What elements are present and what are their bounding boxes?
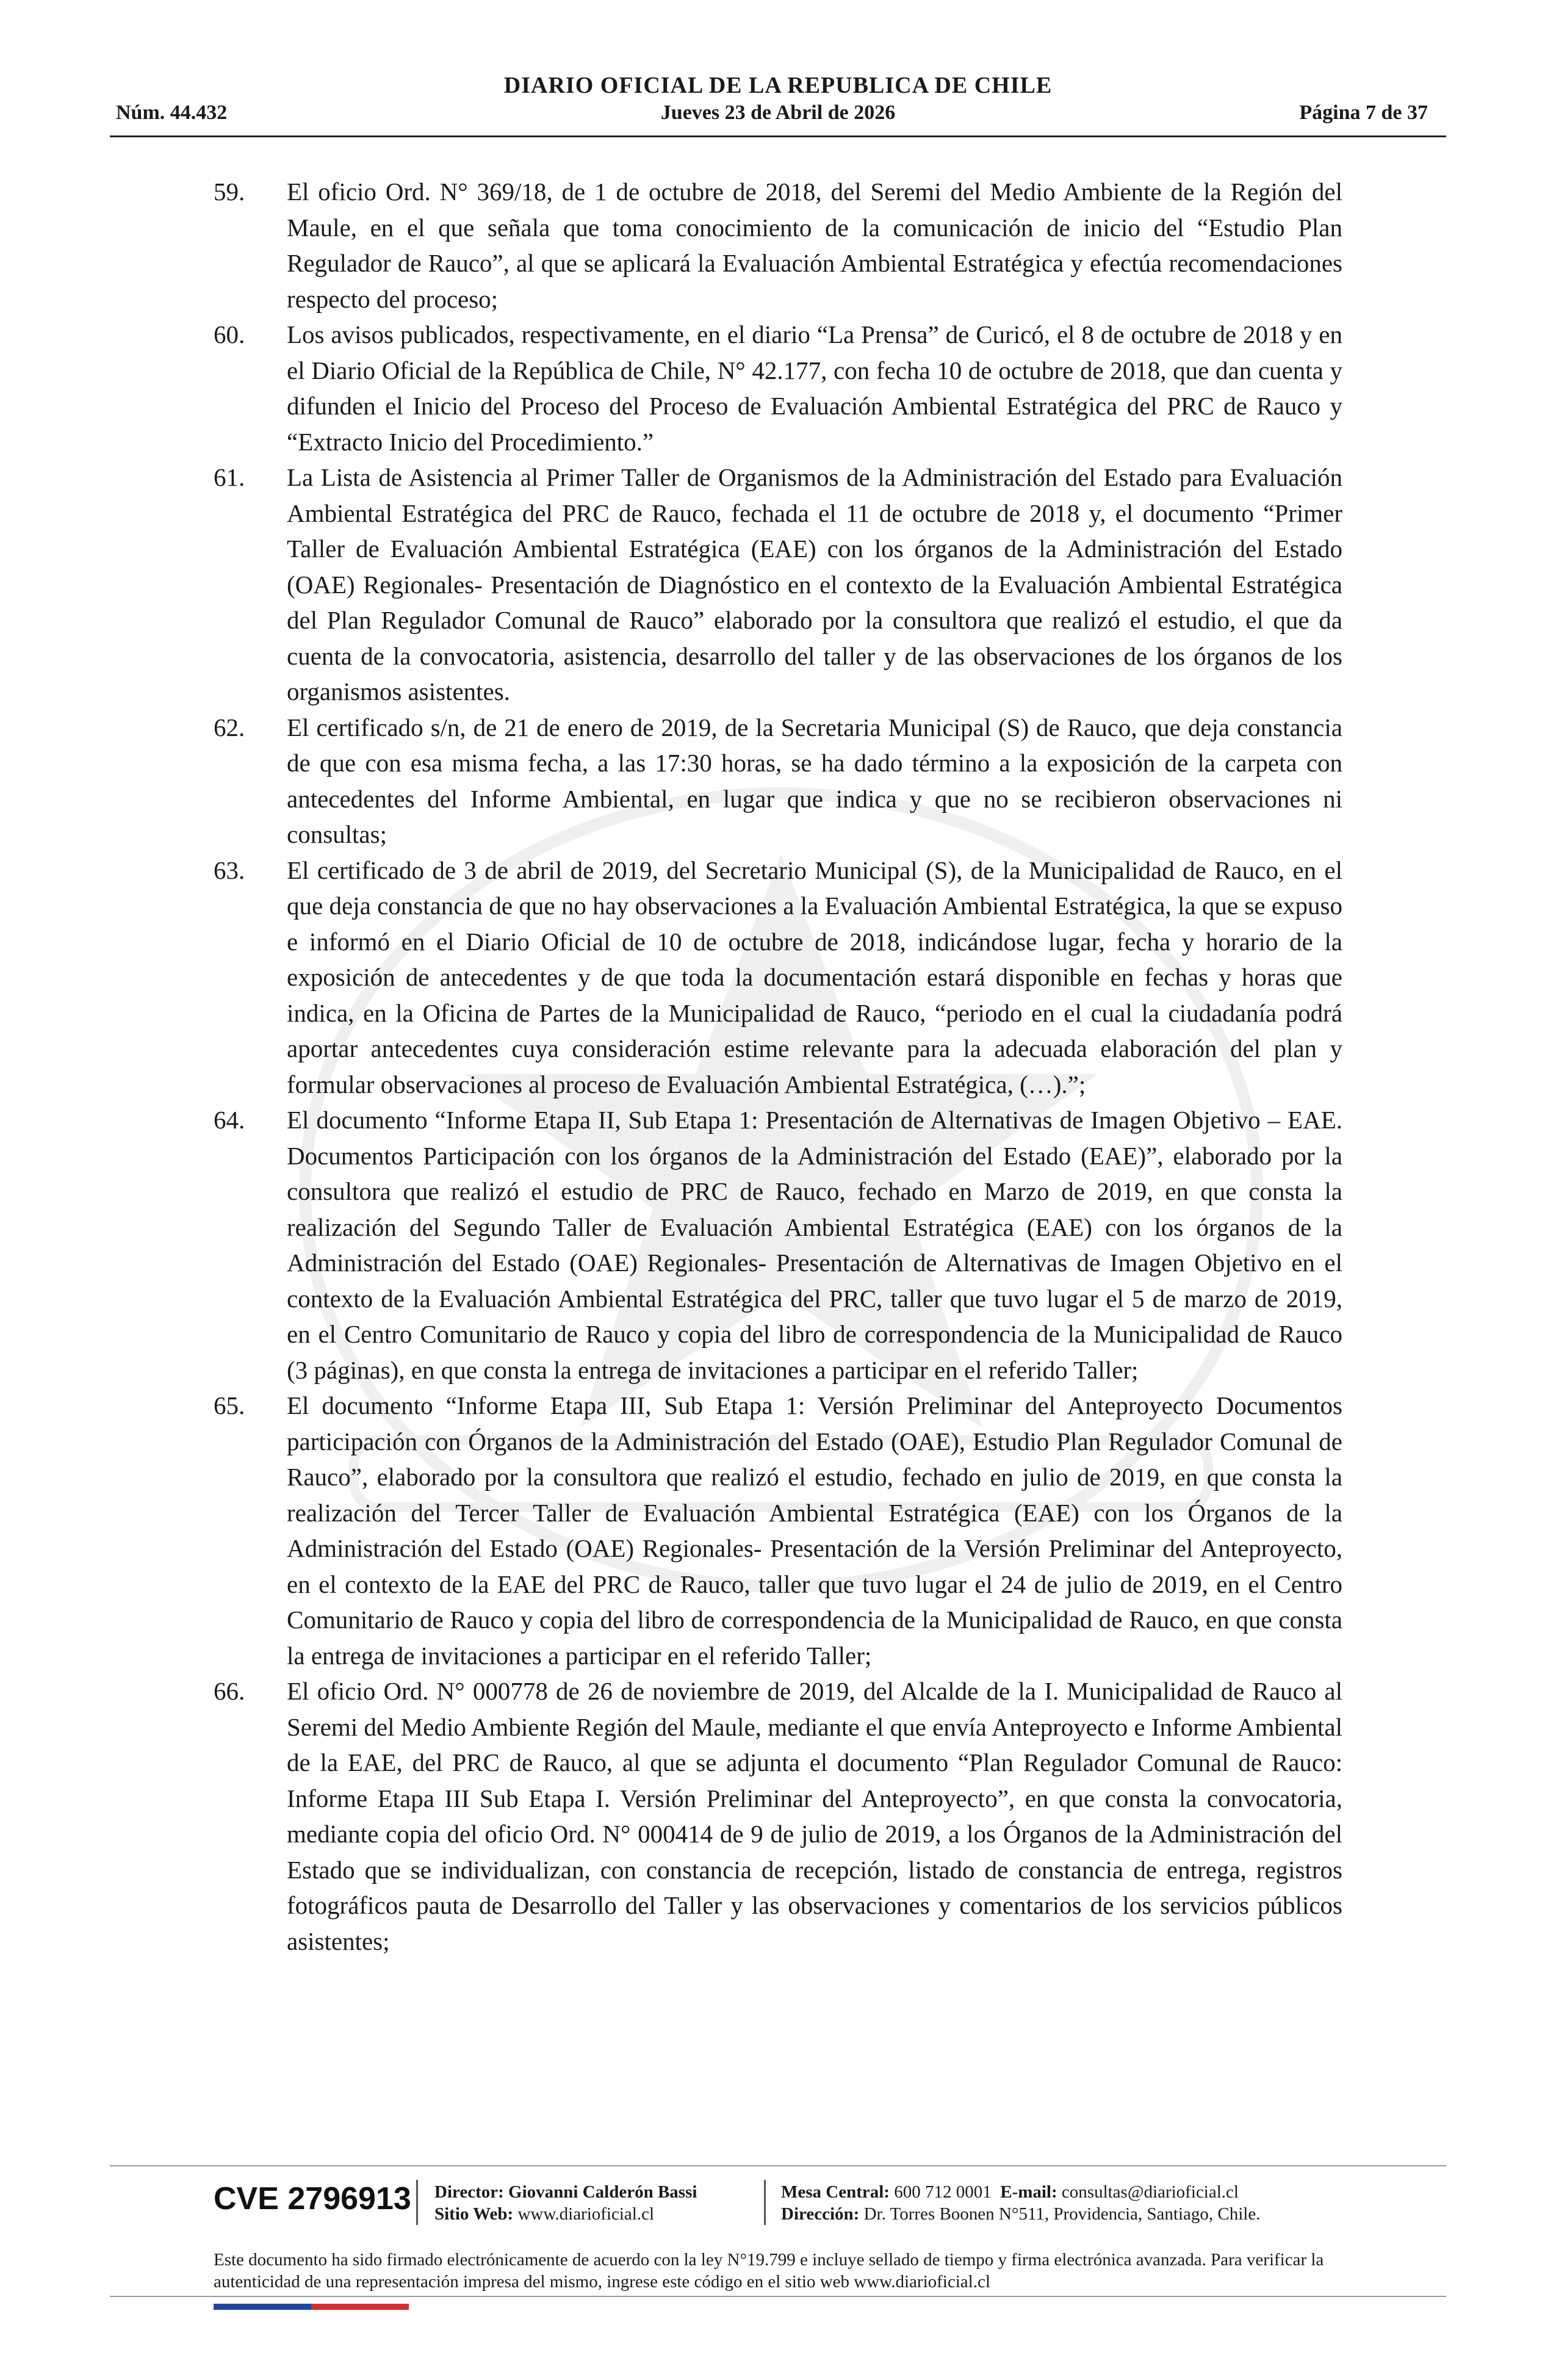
list-item xyxy=(0,174,1556,317)
website-label: Sitio Web: xyxy=(434,2204,514,2224)
item-text: La Lista de Asistencia al Primer Taller de Organismos de la Administración del Estado para Evaluación Ambiental Estratégica del PRC de Rauco, fechada el 11 de octubre de 2018 y, el documento “Primer Taller de Evaluación Ambiental Estratégica (EAE) con los órganos de la Administración del Estado (OAE) Regionales- Presentación de Diagnóstico en el contexto de la Evaluación Ambiental Estratégica del Plan Regulador Comunal de Rauco” elaborado por la consultora que realizó el estudio, el que da cuenta de la convocatoria, asistencia, desarrollo del taller y de las observaciones de los órganos de los organismos asistentes. xyxy=(287,463,1342,705)
item-number: 62. xyxy=(214,713,245,741)
item-number: 64. xyxy=(214,1106,245,1134)
header-divider xyxy=(110,135,1446,137)
item-text: El certificado s/n, de 21 de enero de 2019, de la Secretaria Municipal (S) de Rauco, que deja constancia de que con esa misma fecha, a las 17:30 horas, se ha dado término a la exposición de la carpeta con antecedentes del Informe Ambiental, en lugar que indica y que no se recibieron observaciones ni consultas; xyxy=(287,713,1342,848)
footer-separator xyxy=(764,2180,766,2225)
flag-bar-blue xyxy=(214,2304,311,2310)
flag-bar-red xyxy=(311,2304,409,2310)
footer-divider-bottom xyxy=(110,2296,1446,2297)
item-text: El documento “Informe Etapa II, Sub Etapa 1: Presentación de Alternativas de Imagen Objetivo – EAE. Documentos Participación con los órganos de la Administración del Estado (EAE)”, elaborado por la consultora que realizó el estudio de PRC de Rauco, fechado en Marzo de 2019, en que consta la realización del Segundo Taller de Evaluación Ambiental Estratégica (EAE) con los órganos de la Administración del Estado (OAE) Regionales- Presentación de Alternativas de Imagen Objetivo en el contexto de la Evaluación Ambiental Estratégica del PRC, taller que tuvo lugar el 5 de marzo de 2019, en el Centro Comunitario de Rauco y copia del libro de correspondencia de la Municipalidad de Rauco (3 páginas), en que consta la entrega de invitaciones a participar en el referido Taller; xyxy=(287,1106,1342,1384)
director-name: Giovanni Calderón Bassi xyxy=(508,2182,697,2202)
list-item xyxy=(0,317,1556,460)
issue-number: Núm. 44.432 xyxy=(116,101,228,124)
list-item xyxy=(0,853,1556,1103)
item-number: 63. xyxy=(214,856,245,884)
issue-date: Jueves 23 de Abril de 2026 xyxy=(660,101,896,124)
item-text: Los avisos publicados, respectivamente, en el diario “La Prensa” de Curicó, el 8 de octubre de 2018 y en el Diario Oficial de la República de Chile, N° 42.177, con fecha 10 de octubre de 2018, que dan cuenta y difunden el Inicio del Proceso del Proceso de Evaluación Ambiental Estratégica del PRC de Rauco y “Extracto Inicio del Procedimiento.” xyxy=(287,320,1342,456)
item-number: 60. xyxy=(214,320,245,348)
contact-line xyxy=(781,2181,1239,2203)
signature-note: Este documento ha sido firmado electrónicamente de acuerdo con la ley N°19.799 e incluye sellado de tiempo y firma electrónica avanzada. Para verificar la autenticidad de una representación impresa del mismo, ingrese este código en el sitio web www.diarioficial.cl xyxy=(214,2250,1324,2292)
director-label: Director: xyxy=(434,2182,504,2202)
item-list xyxy=(0,174,1556,1959)
address-line xyxy=(781,2203,1260,2225)
footer-separator xyxy=(416,2180,418,2225)
direccion-value: Dr. Torres Boonen N°511, Providencia, Santiago, Chile. xyxy=(863,2204,1261,2224)
item-number: 66. xyxy=(214,1677,245,1705)
mesa-label: Mesa Central: xyxy=(781,2182,890,2202)
item-number: 61. xyxy=(214,463,245,491)
item-number: 65. xyxy=(214,1391,245,1419)
direccion-label: Dirección: xyxy=(781,2204,860,2224)
footer-divider-top xyxy=(110,2165,1446,2166)
cve-code: CVE 2796913 xyxy=(214,2181,411,2216)
director-line xyxy=(434,2181,697,2203)
list-item xyxy=(0,1102,1556,1388)
item-text: El documento “Informe Etapa III, Sub Etapa 1: Versión Preliminar del Anteproyecto Documentos participación con Órganos de la Administración del Estado (OAE), Estudio Plan Regulador Comunal de Rauco”, elaborado por la consultora que realizó el estudio, fechado en julio de 2019, en que consta la realización del Tercer Taller de Evaluación Ambiental Estratégica (EAE) con los Órganos de la Administración del Estado (OAE) Regionales- Presentación de la Versión Preliminar del Anteproyecto, en el contexto de la EAE del PRC de Rauco, taller que tuvo lugar el 24 de julio de 2019, en el Centro Comunitario de Rauco y copia del libro de correspondencia de la Municipalidad de Rauco, en que consta la entrega de invitaciones a participar en el referido Taller; xyxy=(287,1391,1342,1670)
page-indicator: Página 7 de 37 xyxy=(1299,101,1428,124)
email-label: E-mail: xyxy=(1000,2182,1057,2202)
website-link[interactable]: www.diarioficial.cl xyxy=(517,2204,655,2224)
newspaper-title: DIARIO OFICIAL DE LA REPUBLICA DE CHILE xyxy=(503,73,1053,98)
item-number: 59. xyxy=(214,178,245,206)
item-text: El oficio Ord. N° 369/18, de 1 de octubre de 2018, del Seremi del Medio Ambiente de la Región del Maule, en el que señala que toma conocimiento de la comunicación de inicio del “Estudio Plan Regulador de Rauco”, al que se aplicará la Evaluación Ambiental Estratégica y efectúa recomendaciones respecto del proceso; xyxy=(287,178,1342,313)
list-item xyxy=(0,710,1556,853)
mesa-phone: 600 712 0001 xyxy=(894,2182,992,2202)
list-item xyxy=(0,1673,1556,1959)
website-line xyxy=(434,2203,654,2225)
list-item xyxy=(0,460,1556,710)
list-item xyxy=(0,1388,1556,1673)
item-text: El certificado de 3 de abril de 2019, del Secretario Municipal (S), de la Municipalidad de Rauco, en el que deja constancia de que no hay observaciones a la Evaluación Ambiental Estratégica, la que se expuso e informó en el Diario Oficial de 10 de octubre de 2018, indicándose lugar, fecha y horario de la exposición de antecedentes y de que toda la documentación estará disponible en fechas y horas que indica, en la Oficina de Partes de la Municipalidad de Rauco, “periodo en el cual la ciudadanía podrá aportar antecedentes cuya consideración estime relevante para la adecuada elaboración del plan y formular observaciones al proceso de Evaluación Ambiental Estratégica, (…).”; xyxy=(287,856,1342,1098)
item-text: El oficio Ord. N° 000778 de 26 de noviembre de 2019, del Alcalde de la I. Municipalidad de Rauco al Seremi del Medio Ambiente Región del Maule, mediante el que envía Anteproyecto e Informe Ambiental de la EAE, del PRC de Rauco, al que se adjunta el documento “Plan Regulador Comunal de Rauco: Informe Etapa III Sub Etapa I. Versión Preliminar del Anteproyecto”, en que consta la convocatoria, mediante copia del oficio Ord. N° 000414 de 9 de julio de 2019, a los Órganos de la Administración del Estado que se individualizan, con constancia de recepción, listado de constancia de entrega, registros fotográficos pauta de Desarrollo del Taller y las observaciones y comentarios de los servicios públicos asistentes; xyxy=(287,1677,1342,1955)
email-link[interactable]: consultas@diarioficial.cl xyxy=(1061,2182,1239,2202)
